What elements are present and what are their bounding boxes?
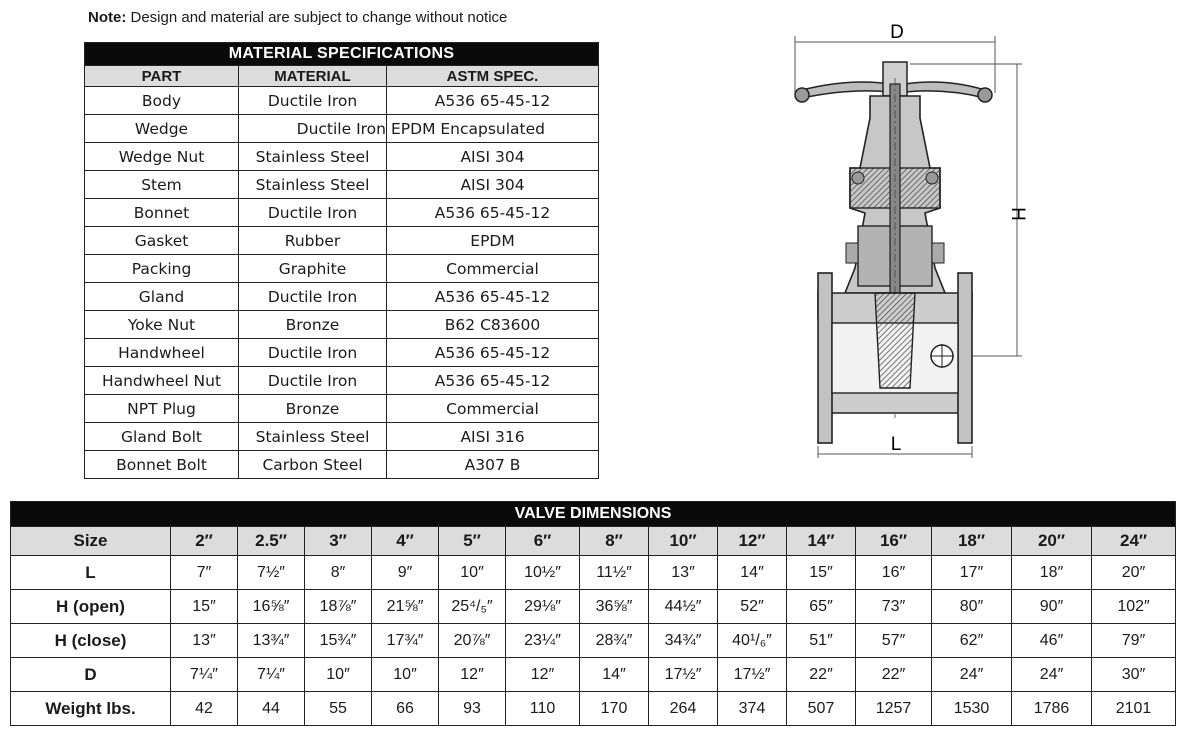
part-cell: Yoke Nut bbox=[85, 311, 239, 339]
astm-spec-cell: A536 65-45-12 bbox=[387, 199, 599, 227]
dimension-cell: 21⅝″ bbox=[372, 590, 439, 624]
dimension-cell: 1786 bbox=[1012, 692, 1092, 726]
dimension-cell: 20″ bbox=[1092, 556, 1176, 590]
size-header: 8″ bbox=[580, 527, 649, 556]
dimension-cell: 110 bbox=[506, 692, 580, 726]
size-header-label: Size bbox=[11, 527, 171, 556]
part-cell: Gland Bolt bbox=[85, 423, 239, 451]
dimension-cell: 17¾″ bbox=[372, 624, 439, 658]
dimension-cell: 13¾″ bbox=[238, 624, 305, 658]
part-cell: Handwheel bbox=[85, 339, 239, 367]
material-cell: Ductile Iron bbox=[239, 339, 387, 367]
material-cell: Bronze bbox=[239, 395, 387, 423]
astm-spec-cell: AISI 304 bbox=[387, 171, 599, 199]
dimension-cell: 16⅝″ bbox=[238, 590, 305, 624]
dimension-cell: 51″ bbox=[787, 624, 856, 658]
table-row bbox=[85, 311, 599, 339]
note bbox=[88, 9, 507, 26]
size-header: 10″ bbox=[649, 527, 718, 556]
astm-spec-cell: AISI 316 bbox=[387, 423, 599, 451]
table-row bbox=[85, 367, 599, 395]
dimension-cell: 11½″ bbox=[580, 556, 649, 590]
material-cell: Rubber bbox=[239, 227, 387, 255]
dimension-cell: 93 bbox=[439, 692, 506, 726]
dimension-cell: 8″ bbox=[305, 556, 372, 590]
dimension-cell: 14″ bbox=[718, 556, 787, 590]
dimension-cell: 24″ bbox=[1012, 658, 1092, 692]
size-header: 5″ bbox=[439, 527, 506, 556]
dimension-cell: 65″ bbox=[787, 590, 856, 624]
part-cell: Handwheel Nut bbox=[85, 367, 239, 395]
dimension-cell: 7¼″ bbox=[171, 658, 238, 692]
gate-valve-diagram bbox=[780, 18, 1030, 463]
size-header: 4″ bbox=[372, 527, 439, 556]
table-row bbox=[85, 87, 599, 115]
table-row bbox=[85, 423, 599, 451]
note-label: Note: bbox=[88, 9, 127, 26]
row-label: D bbox=[11, 658, 171, 692]
table-row bbox=[85, 227, 599, 255]
dimension-cell: 507 bbox=[787, 692, 856, 726]
dimension-cell: 36⅝″ bbox=[580, 590, 649, 624]
dimension-cell: 7¼″ bbox=[238, 658, 305, 692]
astm-spec-cell: Commercial bbox=[387, 255, 599, 283]
dimension-cell: 15″ bbox=[787, 556, 856, 590]
astm-spec-cell: A536 65-45-12 bbox=[387, 283, 599, 311]
dimension-cell: 18″ bbox=[1012, 556, 1092, 590]
dimension-cell: 17″ bbox=[932, 556, 1012, 590]
table-row bbox=[85, 451, 599, 479]
table-row bbox=[11, 624, 1176, 658]
dimension-cell: 52″ bbox=[718, 590, 787, 624]
size-header: 16″ bbox=[856, 527, 932, 556]
dimension-cell: 1530 bbox=[932, 692, 1012, 726]
dimension-cell: 29⅛″ bbox=[506, 590, 580, 624]
astm-spec-cell: A536 65-45-12 bbox=[387, 339, 599, 367]
dimension-cell: 79″ bbox=[1092, 624, 1176, 658]
dimension-cell: 15¾″ bbox=[305, 624, 372, 658]
row-label: L bbox=[11, 556, 171, 590]
part-cell: Gasket bbox=[85, 227, 239, 255]
dimension-cell: 12″ bbox=[506, 658, 580, 692]
column-header-material: MATERIAL bbox=[239, 66, 387, 87]
size-header: 12″ bbox=[718, 527, 787, 556]
material-table-title: MATERIAL SPECIFICATIONS bbox=[85, 43, 599, 66]
dimension-cell: 2101 bbox=[1092, 692, 1176, 726]
dimension-cell: 22″ bbox=[787, 658, 856, 692]
dimension-cell: 24″ bbox=[932, 658, 1012, 692]
astm-spec-cell: Commercial bbox=[387, 395, 599, 423]
column-header-part: PART bbox=[85, 66, 239, 87]
dimension-cell: 22″ bbox=[856, 658, 932, 692]
dimension-cell: 23¼″ bbox=[506, 624, 580, 658]
row-label: H (open) bbox=[11, 590, 171, 624]
dimension-cell: 9″ bbox=[372, 556, 439, 590]
table-row bbox=[11, 692, 1176, 726]
size-header: 24″ bbox=[1092, 527, 1176, 556]
dimension-cell: 46″ bbox=[1012, 624, 1092, 658]
dimension-cell: 102″ bbox=[1092, 590, 1176, 624]
table-row bbox=[85, 255, 599, 283]
dimension-cell: 44½″ bbox=[649, 590, 718, 624]
dimension-cell: 44 bbox=[238, 692, 305, 726]
table-row bbox=[85, 143, 599, 171]
dimension-cell: 10″ bbox=[439, 556, 506, 590]
part-cell: Stem bbox=[85, 171, 239, 199]
material-cell: Ductile Iron bbox=[239, 283, 387, 311]
dimension-cell: 28¾″ bbox=[580, 624, 649, 658]
dimension-cell: 34¾″ bbox=[649, 624, 718, 658]
size-header: 18″ bbox=[932, 527, 1012, 556]
dimension-cell: 42 bbox=[171, 692, 238, 726]
size-header: 2.5″ bbox=[238, 527, 305, 556]
label-d: D bbox=[890, 22, 904, 43]
table-row bbox=[85, 115, 599, 143]
size-header: 20″ bbox=[1012, 527, 1092, 556]
material-cell: Graphite bbox=[239, 255, 387, 283]
dimension-cell: 13″ bbox=[649, 556, 718, 590]
dimension-cell: 17½″ bbox=[649, 658, 718, 692]
table-row bbox=[11, 658, 1176, 692]
astm-spec-cell: A536 65-45-12 bbox=[387, 87, 599, 115]
dimension-cell: 18⅞″ bbox=[305, 590, 372, 624]
dimension-cell: 62″ bbox=[932, 624, 1012, 658]
table-row bbox=[85, 283, 599, 311]
part-cell: Wedge Nut bbox=[85, 143, 239, 171]
part-cell: Body bbox=[85, 87, 239, 115]
material-cell: Stainless Steel bbox=[239, 143, 387, 171]
part-cell: Gland bbox=[85, 283, 239, 311]
row-label: H (close) bbox=[11, 624, 171, 658]
note-text: Design and material are subject to change without notice bbox=[130, 9, 508, 26]
part-cell: Wedge bbox=[85, 115, 239, 143]
dimension-cell: 14″ bbox=[580, 658, 649, 692]
size-header: 14″ bbox=[787, 527, 856, 556]
astm-spec-cell: EPDM bbox=[387, 227, 599, 255]
dimension-cell: 374 bbox=[718, 692, 787, 726]
table-row bbox=[85, 199, 599, 227]
dimension-cell: 90″ bbox=[1012, 590, 1092, 624]
material-cell: Ductile Iron bbox=[239, 199, 387, 227]
size-header: 6″ bbox=[506, 527, 580, 556]
part-cell: Bonnet bbox=[85, 199, 239, 227]
dimension-cell: 10″ bbox=[372, 658, 439, 692]
dimension-cell: 1257 bbox=[856, 692, 932, 726]
astm-spec-cell: B62 C83600 bbox=[387, 311, 599, 339]
astm-spec-cell: EPDM Encapsulated bbox=[387, 115, 599, 143]
astm-spec-cell: AISI 304 bbox=[387, 143, 599, 171]
table-row bbox=[85, 395, 599, 423]
gate-valve-drawing bbox=[780, 18, 1030, 463]
dimension-cell: 20⅞″ bbox=[439, 624, 506, 658]
dimension-cell: 15″ bbox=[171, 590, 238, 624]
part-cell: Packing bbox=[85, 255, 239, 283]
dimension-cell: 80″ bbox=[932, 590, 1012, 624]
dimension-cell: 66 bbox=[372, 692, 439, 726]
material-cell: Ductile Iron bbox=[239, 115, 387, 143]
table-row bbox=[85, 171, 599, 199]
size-header: 3″ bbox=[305, 527, 372, 556]
part-cell: NPT Plug bbox=[85, 395, 239, 423]
dimension-cell: 17½″ bbox=[718, 658, 787, 692]
dimensions-table-title: VALVE DIMENSIONS bbox=[11, 502, 1176, 527]
dimension-cell: 55 bbox=[305, 692, 372, 726]
dimension-cell: 12″ bbox=[439, 658, 506, 692]
dimension-cell: 10″ bbox=[305, 658, 372, 692]
astm-spec-cell: A307 B bbox=[387, 451, 599, 479]
dimension-cell: 73″ bbox=[856, 590, 932, 624]
dimension-cell: 40¹/₆″ bbox=[718, 624, 787, 658]
material-cell: Stainless Steel bbox=[239, 423, 387, 451]
part-cell: Bonnet Bolt bbox=[85, 451, 239, 479]
table-row bbox=[11, 556, 1176, 590]
material-cell: Bronze bbox=[239, 311, 387, 339]
dimension-cell: 57″ bbox=[856, 624, 932, 658]
dimension-cell: 7″ bbox=[171, 556, 238, 590]
table-row bbox=[85, 339, 599, 367]
material-cell: Ductile Iron bbox=[239, 87, 387, 115]
table-row bbox=[11, 590, 1176, 624]
material-cell: Carbon Steel bbox=[239, 451, 387, 479]
dimension-cell: 25⁴/₅″ bbox=[439, 590, 506, 624]
dimension-cell: 10½″ bbox=[506, 556, 580, 590]
row-label: Weight lbs. bbox=[11, 692, 171, 726]
dimension-cell: 16″ bbox=[856, 556, 932, 590]
label-l: L bbox=[890, 434, 902, 455]
material-cell: Ductile Iron bbox=[239, 367, 387, 395]
dimension-cell: 7½″ bbox=[238, 556, 305, 590]
size-header: 2″ bbox=[171, 527, 238, 556]
valve-dimensions-table bbox=[10, 501, 1176, 726]
material-cell: Stainless Steel bbox=[239, 171, 387, 199]
dimension-cell: 264 bbox=[649, 692, 718, 726]
dimension-cell: 170 bbox=[580, 692, 649, 726]
astm-spec-cell: A536 65-45-12 bbox=[387, 367, 599, 395]
label-h: H bbox=[1007, 207, 1028, 221]
material-specifications-table bbox=[84, 42, 599, 479]
dimension-cell: 30″ bbox=[1092, 658, 1176, 692]
column-header-astm-spec: ASTM SPEC. bbox=[387, 66, 599, 87]
dimension-cell: 13″ bbox=[171, 624, 238, 658]
